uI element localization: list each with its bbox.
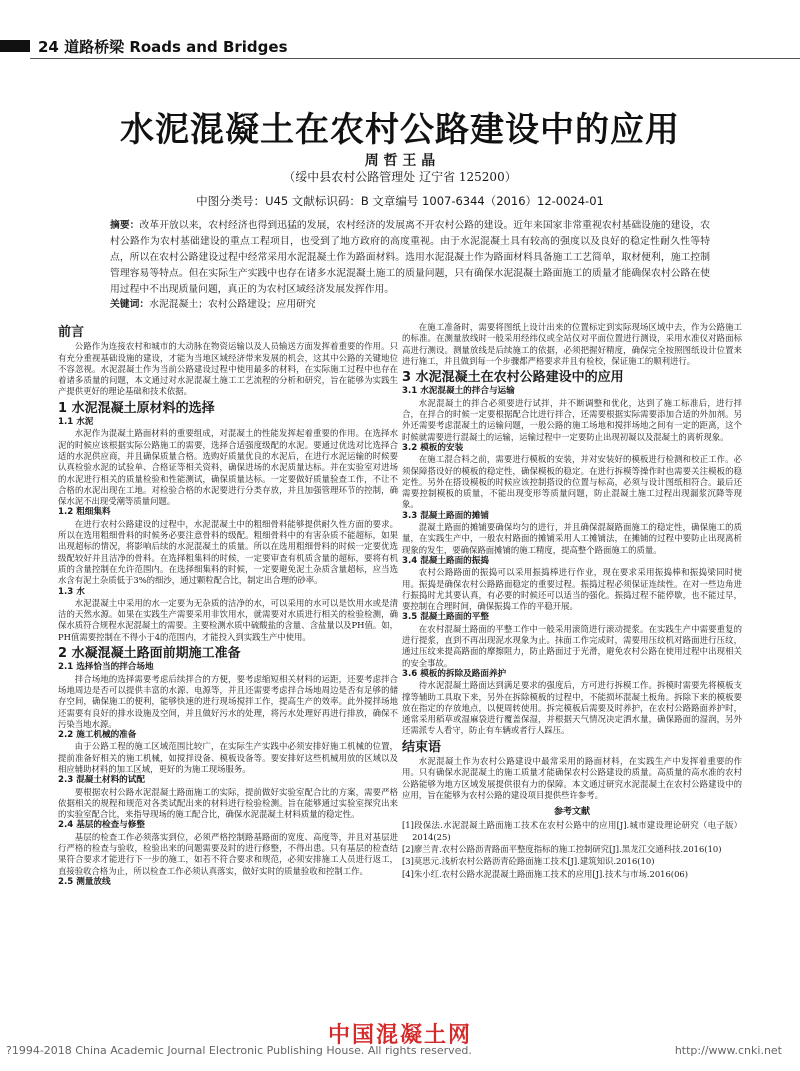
paragraph: 混凝土路面的摊铺要确保均匀的进行，并且确保混凝路面施工的稳定性，确保施工的质量，在实践生产中，一般农村路面的摊铺采用人工摊铺法，在摊铺的过程中要防止出现离析现象的发生，要确保路面摊铺的施工精度，提高整个路面施工的质量。 xyxy=(402,522,742,555)
abstract-text: 改革开放以来，农村经济也得到迅猛的发展，农村经济的发展离不开农村公路的建设。近年来国家非常重视农村基础设施的建设，农村公路作为农村基础建设的重点工程项目，也受到了地方政府的高度重视。由于水泥混凝土具有较高的强度以及良好的稳定性耐久性等特点，所以在农村公路建设过程中经常采用水泥混凝土作为路面材料。选用水泥混凝土作为路面材料具备施工工艺简单，取材便利，施工控制管理容易等特点。但在实际生产实践中也存在诸多水泥混凝土施工的质量问题，只有确保水泥混凝土路面施工的质量才能确保农村公路在使用过程中不出现质量问题，真正的为农村区域经济发展发挥作用。 xyxy=(110,220,711,295)
copyright-notice: ?1994-2018 China Academic Journal Electronic Publishing House. All rights reserved. xyxy=(6,1044,472,1057)
subsection-heading: 2.4 基层的检查与修整 xyxy=(58,820,145,831)
paragraph: 由于公路工程的施工区域范围比较广，在实际生产实践中必须安排好施工机械的位置，提前准备好相关的施工机械，如搅拌设备、模板设备等。要安排好这些机械用放的区域以及相应辅助材料的加工区域，更好的为施工现场服务。 xyxy=(58,741,398,774)
references-list xyxy=(402,820,742,879)
section-heading-3: 3 水泥混凝土在农村公路建设中的应用 xyxy=(402,370,624,386)
reference-item: [1]段保法.水泥混凝土路面施工技术在农村公路中的应用[J].城市建设理论研究（电子版）2014(25) xyxy=(402,820,742,842)
article-affiliation: （绥中县农村公路管理处 辽宁省 125200） xyxy=(283,170,517,184)
subsection-heading: 1.1 水泥 xyxy=(58,417,94,428)
running-header xyxy=(0,36,800,56)
header-block-mark xyxy=(0,40,30,52)
keywords-label: 关键词： xyxy=(110,299,150,310)
subsection-heading: 1.3 水 xyxy=(58,586,85,597)
page-label: 24 道路桥梁 Roads and Bridges xyxy=(38,38,288,56)
watermark-brand: 中国混凝土网 xyxy=(327,1023,472,1048)
subsection-heading: 1.2 粗细集料 xyxy=(58,507,111,518)
footer-url[interactable]: http://www.cnki.net xyxy=(674,1044,782,1057)
subsection-heading: 3.2 模板的安装 xyxy=(402,442,464,453)
paragraph: 基层的检查工作必须落实到位，必须严格控制路基路面的宽度、高度等，并且对基层进行严格的检查与验收，检验出来的问题需要及时的进行修整，不得出患。只有基层的检查结果符合要求才能进行下一步的施工，如若不符合要求和规范，必须安排施工人员进行返工，直接验收合格为止，所以检查工作必须认真落实，做好实时的质量验收和控制工作。 xyxy=(58,831,398,876)
reference-item: [4]朱小红.农村公路水泥混凝土路面施工技术的应用[J].技术与市场.2016(06) xyxy=(402,868,688,879)
subsection-heading: 3.6 模板的拆除及路面养护 xyxy=(402,668,507,679)
paragraph: 水泥混凝土作为农村公路建设中最常采用的路面材料，在实践生产中发挥着重要的作用。只有确保水泥混凝土的施工质量才能确保农村公路建设的质量。高质量的高水准的农村公路能够为地方区域发展提供很有力的保障。本文通过研究水泥混凝土在农村公路建设中的应用，旨在能够为农村公路的建设项目提供些许参考。 xyxy=(402,755,742,800)
right-column xyxy=(402,322,742,881)
section-heading-2: 2 水凝混凝土路面前期施工准备 xyxy=(58,646,241,662)
subsection-heading: 3.3 混凝土路面的摊铺 xyxy=(402,510,489,521)
abstract-label: 摘要： xyxy=(110,220,140,231)
section-heading-1: 1 水泥混凝土原材料的选择 xyxy=(58,400,215,416)
paragraph: 在施工准备时，需要将图纸上设计出来的位置标定到实际现场区域中去，作为公路施工的标准。在测量放线时一般采用经纬仪或全站仪对平面位置进行测设，采用水准仪对路面标高进行测设。测量放线是后续施工的依据，必须把握好精度，确保完全按照图纸设计位置来进行施工，并且做到每一个步骤都严格要求并且有检校，保证施工的顺利进行。 xyxy=(402,322,742,366)
reference-item: [3]莫思元.浅析农村公路沥青砼路面施工技术[J].建筑知识.2016(10) xyxy=(402,856,655,867)
article-title: 水泥混凝土在农村公路建设中的应用 xyxy=(120,110,680,150)
subsection-heading: 2.3 混凝土材料的试配 xyxy=(58,775,145,786)
paragraph: 公路作为连接农村和城市的大动脉在物资运输以及人员输送方面发挥着重要的作用。只有充分重视基础设施的建设，才能为当地区域经济带来发展的机会，这其中公路的关键地位不容忽视。水泥混凝土作为当前公路建设过程中使用最多的材料，在实际施工过程中也存在着诸多质量的问题，本文通过对水泥混凝土施工工艺流程的分析和研究，旨在能够为实践生产提供更好的理论基础和技术依据。 xyxy=(58,341,398,397)
article-authors: 周 哲 王 晶 xyxy=(364,153,436,169)
subsection-heading: 2.1 选择恰当的拌合场地 xyxy=(58,662,154,673)
left-column xyxy=(58,322,398,888)
paragraph: 水泥混凝土的拌合必须要进行试拌，并不断调整和优化，达到了施工标准后，进行拌合，在拌合的时候一定要根据配合比进行拌合，还需要根据实际需要添加合适的外加剂。另外还需要考虑混凝土的运输问题，一般公路的施工场地和搅拌场地之间有一定的距离，这个时候就需要进行混凝土的运输，运输过程中一定要防止出现初凝以及混凝土的离析现象。 xyxy=(402,397,742,442)
paragraph: 在进行农村公路建设的过程中，水泥混凝土中的粗细骨料能够提供耐久性方面的要求。所以在选用粗细骨料的时候务必要注意骨料的级配。粗细骨料中的有害杂质不能超标，如果出现超标的情况，将影响后续的水泥混凝土的质量。所以在选用粗细骨料的时候一定要优选级配较好并且洁净的骨料。在选择粗集料的时候，一定要审查有机质含量的超标，要将有机质的含量控制在允许范围内。在选择细集料的时候，一定要避免泥土杂质含量超标，应当选水含有泥土杂质低于3%的细沙，通过颗粒配合比，制定出合理的砂率。 xyxy=(58,518,398,586)
references-heading: 参考文献 xyxy=(553,807,590,818)
paragraph: 水泥作为混凝土路面材料的重要组成，对混凝土的性能发挥起着重要的作用。在选择水泥的时候应该根据实际公路施工的需要，选择合适强度级配的水泥。要通过优选对比选择合适的水泥供应商，并且确保质量合格。选购好质量优良的水泥后，在进行水泥运输的时候要认真检验水泥的试验单、合格证等相关资料，确保进场的水泥质量达标。并在实验室对进场的水泥进行相关的质量检验和性能测试，确保质量达标。一定要做好质量验查工作，不让不合格的水泥出现在工地。对检验合格的水泥要进行分类存放，并且加强管理环节的控制，确保水泥不出现受潮等质量问题。 xyxy=(58,428,398,507)
subsection-heading: 3.1 水泥混凝土的拌合与运输 xyxy=(402,386,515,397)
paragraph: 待水泥混凝土路面达到满足要求的强度后，方可进行拆模工作。拆模时需要先将模板支撑等辅助工具取下来，另外在拆除模板的过程中，不能损坏混凝土板角。拆除下来的模板要放在指定的存放地点，以便周转使用。拆完模板后需要及时养护，在农村公路路面养护时，通常采用稻草或湿麻袋进行覆盖保湿，并根据天气情况决定洒水量，确保路面的湿润，另外还需派专人看守，防止有车辆或者行人踩压。 xyxy=(402,680,742,736)
subsection-heading: 2.5 测量放线 xyxy=(58,876,111,887)
subsection-heading: 3.5 混凝土路面的平整 xyxy=(402,612,489,623)
keywords xyxy=(110,296,710,310)
header-rule xyxy=(30,58,800,59)
subsection-heading: 3.4 混凝土路面的振捣 xyxy=(402,555,489,566)
paragraph: 农村公路路面的振捣可以采用振捣棒进行作业，现在要求采用振捣棒和振捣梁同时使用。振捣是确保农村公路路面稳定的重要过程。振捣过程必须保证连续性。在对一些边角进行振捣时尤其要认真，有必要的时候还可以适当的强化。振捣过程不能停歇，也不能过早，要控制在合理时间，确保振捣工作的平稳开展。 xyxy=(402,567,742,612)
keywords-text: 水泥混凝土；农村公路建设；应用研究 xyxy=(149,299,316,310)
reference-item: [2]廖兰青.农村公路沥青路面平整度指标的施工控制研究[J].黑龙江交通科技.2016(10) xyxy=(402,844,722,855)
paragraph: 要根据农村公路水泥混凝土路面施工的实际，提前做好实验室配合比的方案，需要严格依据相关的规程和规范对各类试配出来的材料进行检验检测。旨在能够通过实验室探究出来的实验室配合比，来指导现场的施工配合比，确保水泥混凝土材料质量的稳定性。 xyxy=(58,786,398,820)
abstract xyxy=(110,218,710,298)
section-heading-conclusion: 结束语 xyxy=(402,739,442,755)
paragraph: 水泥混凝土中采用的水一定要为无杂质的洁净的水，可以采用的水可以是饮用水或是清洁的天然水源。如果在实践生产需要采用非饮用水，就需要对水质进行相关的检验检测，确保水质符合规程水泥混凝土的需要。主要检测水质中硫酸盐的含量、含盐量以及PH值。如，PH值需要控制在不得小于4的范围内，才能投入到实践生产中使用。 xyxy=(58,597,398,642)
paragraph: 在农村混凝土路面的平整工作中一般采用滚筒进行滚动提浆。在实践生产中需要重复的进行提浆，直到不再出现泥水现象为止。抹面工作完成时，需要用压纹机对路面进行压纹，通过压纹来提高路面的摩擦阻力，防止路面过于光滑，避免农村公路在使用过程中出现相关的安全事故。 xyxy=(402,623,742,668)
paragraph: 在施工混合料之前，需要进行模板的安装，并对安装好的模板进行检测和校正工作。必须保障搭设好的模板的稳定性，确保模板的稳定。在进行拆模等操作时也需要关注模板的稳定性。另外在搭设模板的时候应该控制搭设的位置与标高，必须与设计图纸相符合。最后还需要控制模板的质量，不能出现变形等质量问题，防止混凝土施工过程出现漏浆沉降等现象。 xyxy=(402,454,742,510)
subsection-heading: 2.2 施工机械的准备 xyxy=(58,730,137,741)
article-metadata: 中图分类号：U45 文献标识码：B 文章编号 1007-6344（2016）12-0024-01 xyxy=(196,194,604,208)
section-heading-intro: 前言 xyxy=(58,325,85,340)
paragraph: 拌合场地的选择需要考虑后续拌合的方便，要考虑缩短相关材料的运距，还要考虑拌合场地周边是否可以提供丰富的水源、电源等，并且还需要考虑拌合场地周边是否有足够的储存空间，确保施工的便利，能够快速的进行现场搅拌工作，提高生产的效率。此外搅拌场地还需要有良好的排水设施及空间，并且做好污水的处理，将污水处理好再进行排放，确保不污染当地水源。 xyxy=(58,673,398,729)
